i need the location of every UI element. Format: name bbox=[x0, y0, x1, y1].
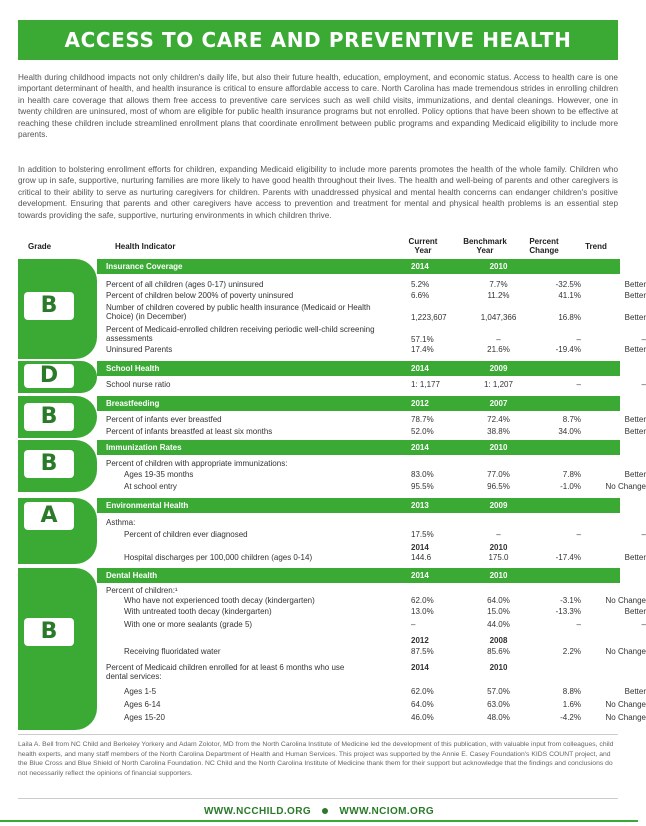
ncchild-link[interactable]: WWW.NCCHILD.ORG bbox=[203, 806, 312, 817]
grade-letter: B bbox=[24, 403, 74, 431]
grade-letter: B bbox=[24, 292, 74, 320]
percent-change-column-header: Percent Change bbox=[529, 237, 559, 255]
bullet-dot-icon bbox=[322, 808, 328, 814]
grade-badge-environmental bbox=[18, 498, 97, 564]
divider bbox=[18, 734, 618, 735]
grade-letter: D bbox=[24, 364, 74, 388]
grade-column-header: Grade bbox=[28, 242, 52, 251]
acknowledgement-note: Laila A. Bell from NC Child and Berkeley Yorkery and Adam Zolotor, MD from the North Carolina Institute of Medicine led the development of this publication, with valuable input from colleagues, child health experts, and many staff members of the North Carolina Department of Health and Human Services. This project was supported by the Annie E. Casey Foundation's KIDS COUNT project, and the Blue Cross and Blue Shield of North Carolina Foundation. NC Child and the North Carolina Institute of Medicine thank them for their support but acknowledge that the findings and conclusions do not necessarily reflect the opinions of financial supporters. bbox=[18, 741, 614, 777]
grade-badge-dental bbox=[18, 568, 97, 730]
grade-badge-school bbox=[18, 361, 97, 393]
grade-letter: B bbox=[24, 450, 74, 478]
grade-letter: A bbox=[24, 502, 74, 530]
trend-column-header: Trend bbox=[585, 242, 607, 251]
grade-badge-insurance bbox=[18, 259, 97, 359]
grade-badge-immunization bbox=[18, 440, 97, 492]
intro-paragraph-2: In addition to bolstering enrollment efforts for children, expanding Medicaid eligibility to include more parents promotes the health of the whole family. Children who grow up in safe, supportive, nurturing families are more likely to have good health throughout their lives. The health and well-being of parents and other caregivers is critical to their ability to serve as nurturing caregivers for children. Parents with unaddressed physical and mental health concerns can endanger children's positive development. Ensuring that parents and other caregivers have access to prevention and treatment for mental and physical health problems is an essential step towards providing the safe, supportive, nurturing environments in which children thrive. bbox=[18, 165, 618, 220]
current-year-column-header: Current Year bbox=[408, 237, 438, 255]
page-title: ACCESS TO CARE AND PREVENTIVE HEALTH bbox=[18, 20, 618, 60]
bottom-rule bbox=[0, 820, 638, 822]
grade-letter: B bbox=[24, 618, 74, 646]
divider bbox=[18, 798, 618, 799]
grade-badge-breastfeeding bbox=[18, 396, 97, 438]
nciom-link[interactable]: WWW.NCIOM.ORG bbox=[339, 806, 435, 817]
indicator-column-header: Health Indicator bbox=[115, 242, 176, 251]
intro-paragraph-1: Health during childhood impacts not only children's daily life, but also their future health, education, employment, and economic status. Access to health care is one important determinant of health, and health insurance is critical to ensure affordable access to care. North Carolina has made tremendous strides in enrolling children in health care coverage that allows them free access to preventive care services such as well child visits, immunizations, and dental cleanings. However, one in twenty children are uninsured, most of whom are eligible for public health insurance programs but not enrolled. Policy options that have been shown to be effective at reaching these children include streamlined enrollment plans that coordinate enrollment between public programs and expanding Medicaid eligibility to include more parents. bbox=[18, 73, 618, 140]
footer-links bbox=[0, 806, 638, 817]
benchmark-year-column-header: Benchmark Year bbox=[463, 237, 507, 255]
